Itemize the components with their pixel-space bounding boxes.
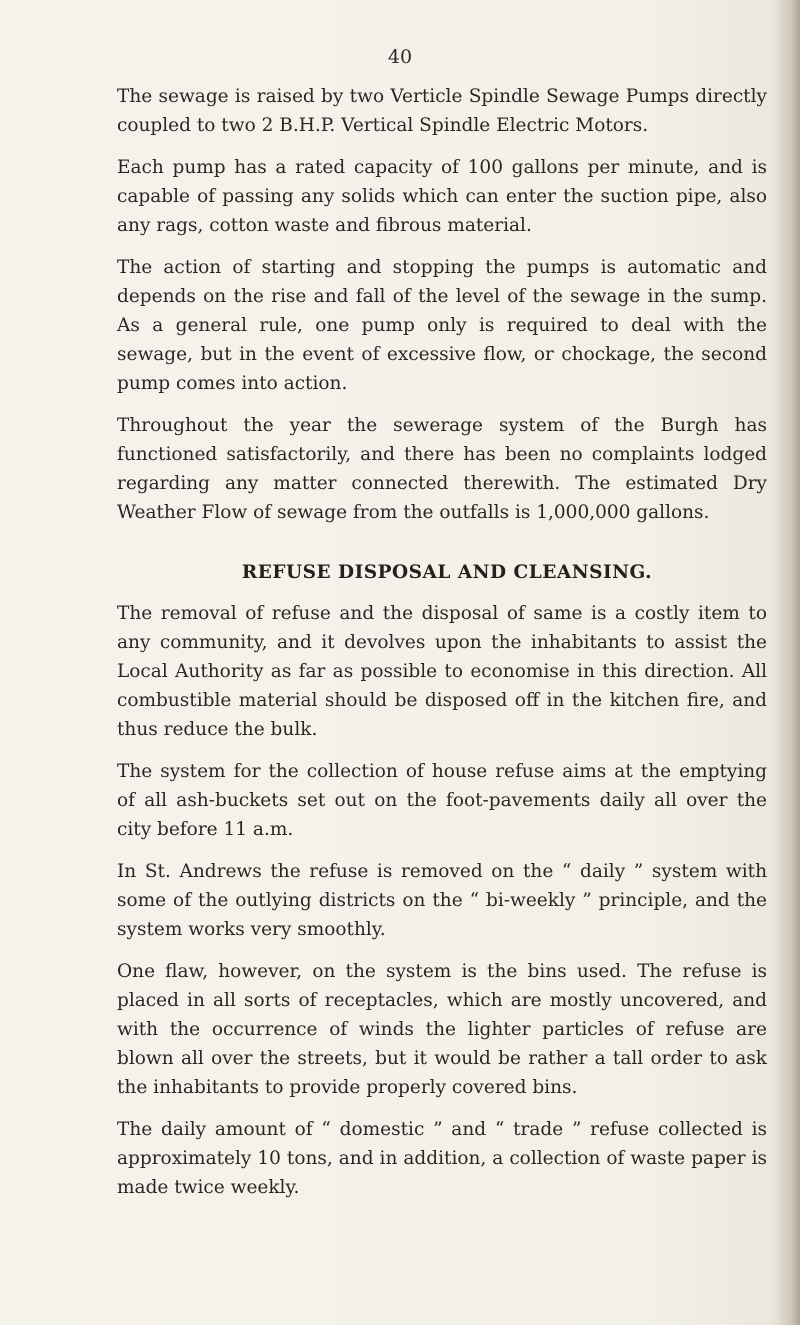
paragraph-daily-amount: The daily amount of “ domestic ” and “ trade ” refuse collected is approximately 10 tons, and in addition, a collection of waste paper is made twice weekly. (117, 1119, 767, 1198)
paragraph-collection-system: The system for the collection of house refuse aims at the emptying of all ash-buckets set out on the foot-pavements daily all over the city before 11 a.m. (117, 761, 767, 840)
paragraph-sewage-pumps: The sewage is raised by two Verticle Spindle Sewage Pumps directly coupled to two 2 B.H.P. Vertical Spindle Electric Motors. (117, 86, 767, 136)
section-heading: REFUSE DISPOSAL AND CLEANSING. (241, 562, 653, 583)
page-edge-shadow (776, 0, 800, 1325)
paragraph-sewerage-system: Throughout the year the sewerage system of the Burgh has functioned satisfactorily, and there has been no complaints lodged regarding any matter connected therewith. The estimated Dry Weather Flow of sewage from the outfalls is 1,000,000 gallons. (117, 415, 767, 523)
page-number: 40 (387, 46, 413, 68)
paragraph-refuse-removal: The removal of refuse and the disposal of same is a costly item to any community, and it devolves upon the inhabitants to assist the Local Authority as far as possible to economise in this direction. All combustible material should be disposed off in the kitchen fire, and thus reduce the bulk. (117, 603, 767, 740)
paragraph-pump-action: The action of starting and stopping the pumps is automatic and depends on the rise and fall of the level of the sewage in the sump. As a general rule, one pump only is required to deal with the sewage, but in the event of excessive flow, or chockage, the second pump comes into action. (117, 257, 767, 394)
document-body (117, 82, 767, 1215)
paragraph-bins-flaw: One flaw, however, on the system is the bins used. The refuse is placed in all sorts of receptacles, which are mostly uncovered, and with the occurrence of winds the lighter particles of refuse are blown all over the streets, but it would be rather a tall order to ask the inhabitants to provide properly covered bins. (117, 961, 767, 1098)
paragraph-st-andrews: In St. Andrews the refuse is removed on the “ daily ” system with some of the outlying districts on the “ bi-weekly ” principle, and the system works very smoothly. (117, 861, 767, 940)
paragraph-pump-capacity: Each pump has a rated capacity of 100 gallons per minute, and is capable of passing any solids which can enter the suction pipe, also any rags, cotton waste and fibrous material. (117, 157, 767, 236)
